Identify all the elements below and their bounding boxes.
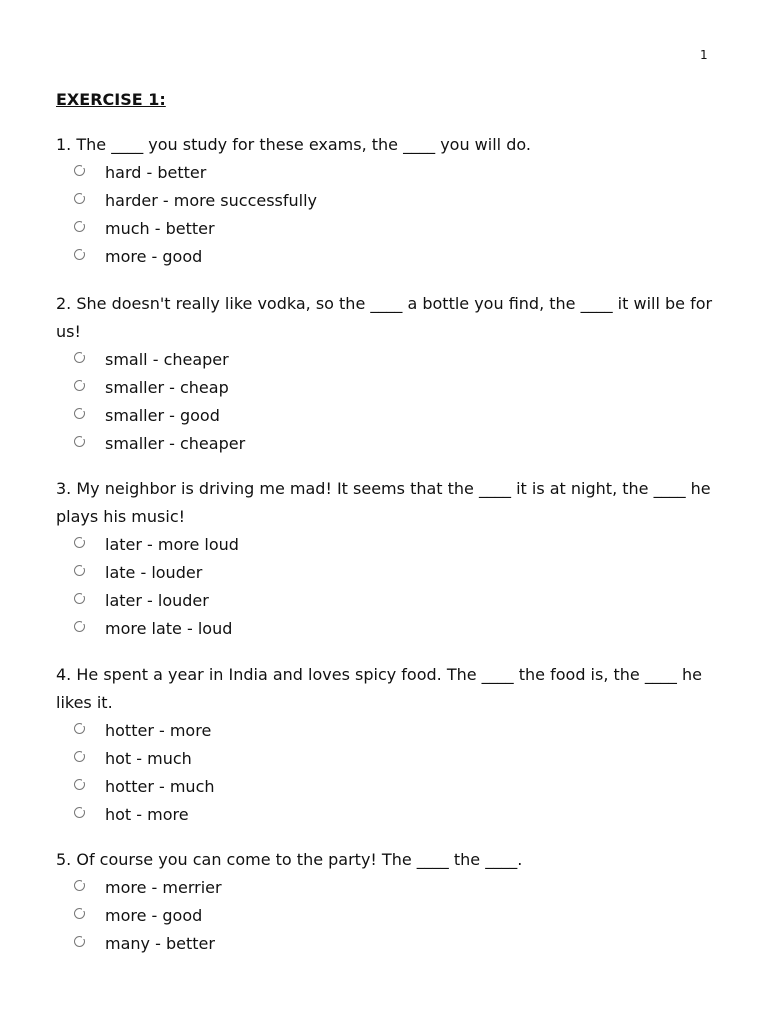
option-label: hotter - much [105, 777, 215, 796]
option-label: small - cheaper [105, 350, 229, 369]
radio-button-icon[interactable] [74, 593, 85, 604]
option[interactable] [74, 430, 716, 458]
radio-button-icon[interactable] [74, 621, 85, 632]
radio-button-icon[interactable] [74, 565, 85, 576]
option[interactable] [74, 801, 716, 829]
option-label: hot - more [105, 805, 189, 824]
radio-button-icon[interactable] [74, 221, 85, 232]
page-number: 1 [700, 48, 708, 62]
question-1 [56, 131, 716, 271]
option[interactable] [74, 874, 716, 902]
question-text: 2. She doesn't really like vodka, so the ____ a bottle you find, the ____ it will be for us! [56, 294, 713, 341]
option-label: more - good [105, 247, 203, 266]
option[interactable] [74, 374, 716, 402]
radio-button-icon[interactable] [74, 807, 85, 818]
question-text: 3. My neighbor is driving me mad! It seems that the ____ it is at night, the ____ he plays his music! [56, 479, 711, 526]
option-label: hotter - more [105, 721, 212, 740]
option[interactable] [74, 930, 716, 958]
question-3 [56, 475, 716, 643]
option[interactable] [74, 346, 716, 374]
radio-button-icon[interactable] [74, 751, 85, 762]
option[interactable] [74, 187, 716, 215]
option-label: harder - more successfully [105, 191, 318, 210]
exercise-title: EXERCISE 1: [56, 90, 166, 109]
option[interactable] [74, 587, 716, 615]
radio-button-icon[interactable] [74, 436, 85, 447]
option[interactable] [74, 902, 716, 930]
option[interactable] [74, 615, 716, 643]
option[interactable] [74, 531, 716, 559]
option[interactable] [74, 559, 716, 587]
question-text: 1. The ____ you study for these exams, the ____ you will do. [56, 135, 531, 154]
option-label: later - more loud [105, 535, 239, 554]
option-label: more - good [105, 906, 203, 925]
radio-button-icon[interactable] [74, 880, 85, 891]
option-label: hot - much [105, 749, 192, 768]
option-label: much - better [105, 219, 215, 238]
option-label: smaller - good [105, 406, 220, 425]
option[interactable] [74, 717, 716, 745]
radio-button-icon[interactable] [74, 779, 85, 790]
radio-button-icon[interactable] [74, 936, 85, 947]
question-2 [56, 290, 716, 458]
question-text: 5. Of course you can come to the party! The ____ the ____. [56, 850, 523, 869]
radio-button-icon[interactable] [74, 908, 85, 919]
option-label: more - merrier [105, 878, 222, 897]
option[interactable] [74, 402, 716, 430]
option-label: many - better [105, 934, 215, 953]
option-label: later - louder [105, 591, 209, 610]
radio-button-icon[interactable] [74, 537, 85, 548]
option[interactable] [74, 215, 716, 243]
option-label: late - louder [105, 563, 203, 582]
option[interactable] [74, 773, 716, 801]
question-4 [56, 661, 716, 829]
option-label: smaller - cheaper [105, 434, 246, 453]
question-5 [56, 846, 716, 958]
radio-button-icon[interactable] [74, 380, 85, 391]
option-label: smaller - cheap [105, 378, 229, 397]
option[interactable] [74, 243, 716, 271]
option[interactable] [74, 745, 716, 773]
radio-button-icon[interactable] [74, 193, 85, 204]
radio-button-icon[interactable] [74, 249, 85, 260]
radio-button-icon[interactable] [74, 723, 85, 734]
radio-button-icon[interactable] [74, 352, 85, 363]
radio-button-icon[interactable] [74, 408, 85, 419]
option-label: more late - loud [105, 619, 233, 638]
question-text: 4. He spent a year in India and loves spicy food. The ____ the food is, the ____ he likes it. [56, 665, 702, 712]
radio-button-icon[interactable] [74, 165, 85, 176]
option-label: hard - better [105, 163, 207, 182]
option[interactable] [74, 159, 716, 187]
